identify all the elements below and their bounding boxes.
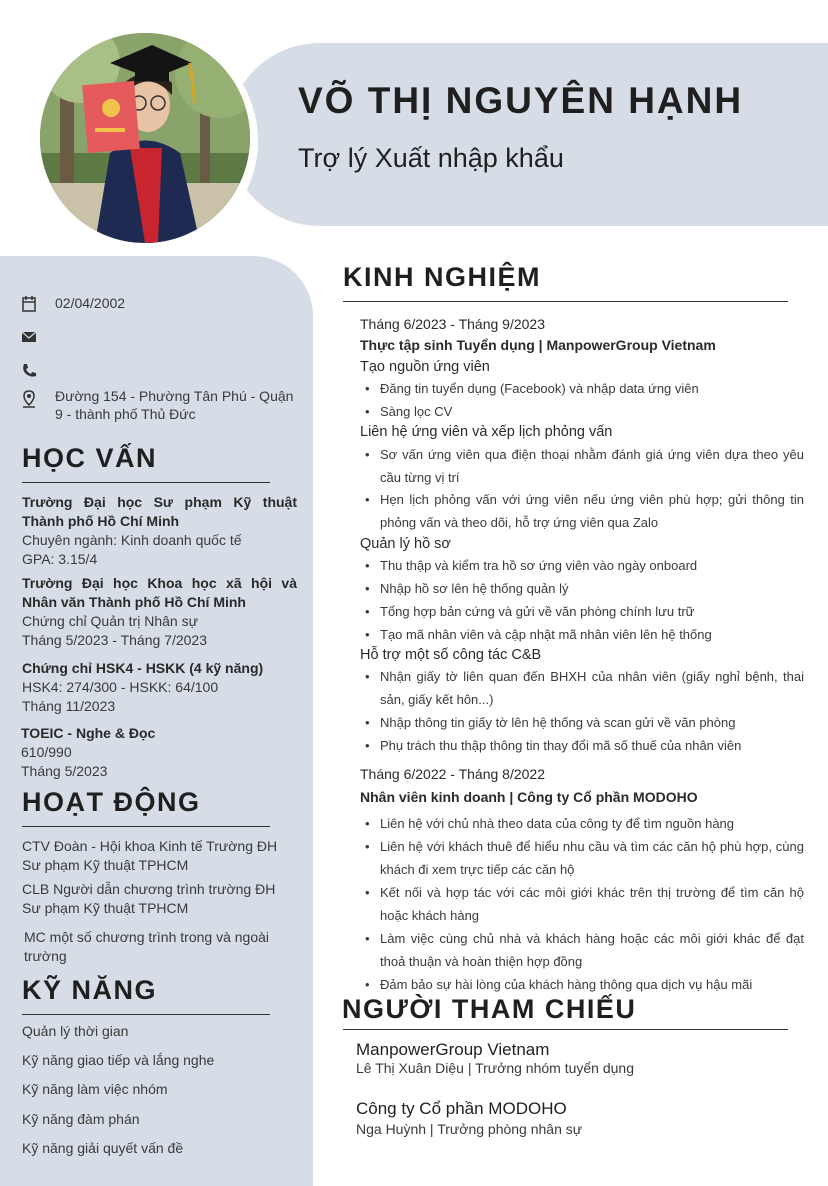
skill-item: Kỹ năng giao tiếp và lắng nghe [22, 1052, 215, 1068]
phone-icon [20, 362, 38, 380]
skill-item: Kỹ năng đàm phán [22, 1111, 140, 1127]
job-task-bullet: • Tổng hợp bản cứng và gửi về văn phòng chính lưu trữ [360, 600, 804, 623]
education-detail: HSK4: 274/300 - HSKK: 64/100 [22, 679, 219, 695]
education-title: HỌC VẤN [22, 443, 158, 473]
reference-company: Công ty Cổ phần MODOHO [356, 1099, 567, 1118]
education-school: Trường Đại học Khoa học xã hội và Nhân văn Thành phố Hồ Chí Minh [22, 575, 297, 610]
address: Đường 154 - Phường Tân Phú - Quận 9 - thành phố Thủ Đức [55, 388, 294, 422]
mail-icon [20, 328, 38, 346]
location-icon [20, 390, 38, 408]
skills-title: KỸ NĂNG [22, 975, 158, 1005]
reference-company: ManpowerGroup Vietnam [356, 1040, 550, 1059]
skills-divider [22, 1014, 270, 1015]
reference-person: Lê Thị Xuân Diệu | Trưởng nhóm tuyển dụng [356, 1060, 634, 1076]
education-item [21, 724, 296, 781]
education-divider [22, 482, 270, 483]
job-task-bullet: • Đăng tin tuyển dụng (Facebook) và nhập data ứng viên [360, 377, 804, 400]
job-task-bullet: • Phụ trách thu thập thông tin thay đổi mã số thuế của nhân viên [360, 734, 804, 757]
job-task-bullet: • Thu thập và kiểm tra hồ sơ ứng viên vào ngày onboard [360, 554, 804, 577]
candidate-name: VÕ THỊ NGUYÊN HẠNH [298, 80, 744, 121]
education-detail: 610/990 [21, 744, 72, 760]
birthday: 02/04/2002 [55, 295, 126, 311]
references-divider [343, 1029, 788, 1030]
header-band [228, 43, 828, 226]
experience-divider [343, 301, 788, 302]
job-task-bullet: • Liên hệ với khách thuê để hiểu nhu cầu và tìm các căn hộ phù hợp, cùng khách đi xem trực tiếp các căn hộ [360, 835, 804, 881]
job-period: Tháng 6/2022 - Tháng 8/2022 [360, 766, 546, 782]
activity-item: MC một số chương trình trong và ngoài trường [24, 929, 269, 964]
activities-title: HOẠT ĐỘNG [22, 787, 201, 817]
profile-photo [40, 33, 250, 243]
activities-divider [22, 826, 270, 827]
job-task-bullet: • Nhập thông tin giấy tờ lên hệ thống và scan gửi về văn phòng [360, 711, 804, 734]
experience-title: KINH NGHIỆM [343, 262, 541, 292]
education-school: Trường Đại học Sư phạm Kỹ thuật Thành phố Hồ Chí Minh [22, 494, 297, 529]
education-item [22, 493, 297, 569]
references-title: NGƯỜI THAM CHIẾU [342, 994, 637, 1024]
job-task-heading: Tạo nguồn ứng viên [360, 359, 490, 375]
education-item [22, 574, 297, 650]
job-task-bullet: • Kết nối và hợp tác với các môi giới khác trên thị trường để tìm căn hộ hoặc khách hàng [360, 881, 804, 927]
calendar-icon [20, 295, 38, 313]
activity-item: CLB Người dẫn chương trình trường ĐH Sư phạm Kỹ thuật TPHCM [22, 881, 276, 916]
education-detail: Tháng 11/2023 [22, 698, 116, 714]
job-position: Nhân viên kinh doanh | Công ty Cổ phần MODOHO [360, 789, 698, 805]
job-task-bullet: • Đảm bảo sự hài lòng của khách hàng thông qua dịch vụ hậu mãi [360, 973, 804, 996]
skill-item: Quản lý thời gian [22, 1023, 129, 1039]
job-task-heading: Liên hệ ứng viên và xếp lịch phỏng vấn [360, 424, 613, 440]
education-detail: Chuyên ngành: Kinh doanh quốc tế [22, 532, 242, 548]
job-task-bullet: • Sàng lọc CV [360, 400, 804, 423]
education-detail: GPA: 3.15/4 [22, 551, 98, 567]
job-task-heading: Hỗ trợ một số công tác C&B [360, 647, 542, 663]
job-task-heading: Quản lý hồ sơ [360, 536, 451, 552]
skill-item: Kỹ năng làm việc nhóm [22, 1081, 168, 1097]
job-title: Trợ lý Xuất nhập khẩu [298, 143, 564, 173]
job-task-bullet: • Nhập hồ sơ lên hệ thống quản lý [360, 577, 804, 600]
reference-person: Nga Huỳnh | Trưởng phòng nhân sự [356, 1121, 583, 1137]
education-school: Chứng chỉ HSK4 - HSKK (4 kỹ năng) [22, 660, 264, 676]
education-detail: Tháng 5/2023 [21, 763, 108, 779]
skill-item: Kỹ năng giải quyết vấn đề [22, 1140, 184, 1156]
education-detail: Tháng 5/2023 - Tháng 7/2023 [22, 632, 208, 648]
job-task-bullet: • Làm việc cùng chủ nhà và khách hàng hoặc các môi giới khác để đạt thoả thuận và hoàn thiện hợp đồng [360, 927, 804, 973]
job-task-bullet: • Hẹn lịch phỏng vấn với ứng viên nếu ứng viên phù hợp; gửi thông tin phỏng vấn và theo dõi, hỗ trợ ứng viên qua Zalo [360, 488, 804, 534]
job-task-bullet: • Tạo mã nhân viên và cập nhật mã nhân viên lên hệ thống [360, 623, 804, 646]
education-school: TOEIC - Nghe & Đọc [21, 725, 156, 741]
job-position: Thực tập sinh Tuyển dụng | ManpowerGroup Vietnam [360, 337, 716, 353]
education-item [22, 659, 297, 716]
education-detail: Chứng chỉ Quản trị Nhân sự [22, 613, 198, 629]
job-task-bullet: • Sơ vấn ứng viên qua điện thoại nhằm đánh giá ứng viên dựa theo yêu cầu từng vị trí [360, 443, 804, 489]
activity-item: CTV Đoàn - Hội khoa Kinh tế Trường ĐH Sư phạm Kỹ thuật TPHCM [22, 838, 278, 873]
job-period: Tháng 6/2023 - Tháng 9/2023 [360, 316, 546, 332]
job-task-bullet: • Liên hệ với chủ nhà theo data của công ty để tìm nguồn hàng [360, 812, 804, 835]
job-task-bullet: • Nhận giấy tờ liên quan đến BHXH của nhân viên (giấy nghỉ bệnh, thai sản, giấy kết hôn...) [360, 665, 804, 711]
